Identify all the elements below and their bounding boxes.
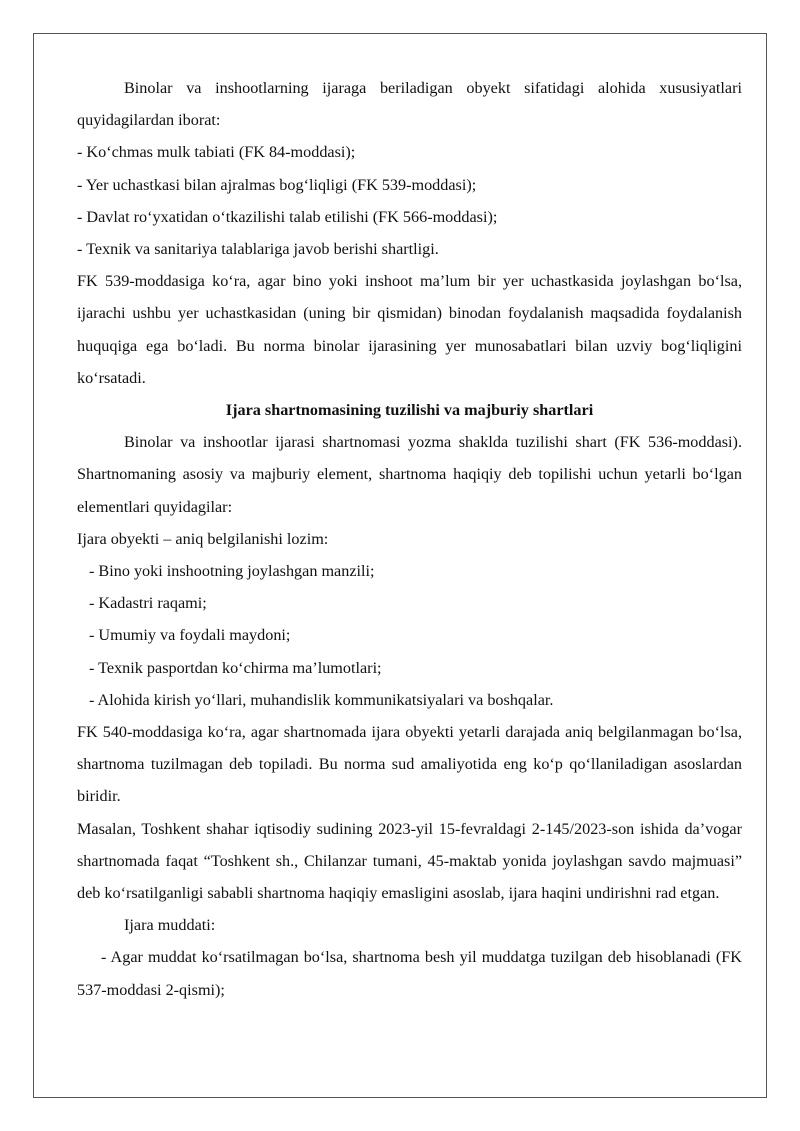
term-title: Ijara muddati:	[124, 916, 216, 935]
list-item: - Texnik va sanitariya talablariga javob berishi shartligi.	[77, 240, 439, 259]
example-paragraph: Masalan, Toshkent shahar iqtisodiy sudining 2023-yil 15-fevraldagi 2-145/2023-son ishida da’vogar shartnomada faqat “Toshkent sh., Chilanzar tumani, 45-maktab yonida joylashgan savdo majmuasi” deb ko‘rsatilganligi sababli shartnoma haqiqiy emasligini asoslab, ijara haqini undirishni rad etgan.	[77, 819, 742, 903]
object-list	[77, 555, 742, 716]
document-body	[77, 72, 742, 1006]
form-paragraph: Binolar va inshootlar ijarasi shartnomasi yozma shaklda tuzilishi shart (FK 536-moddasi). Shartnomaning asosiy va majburiy element, shartnoma haqiqiy deb topilishi uchun yetarli bo‘lgan elementlari quyidagilar:	[77, 433, 742, 516]
list-item: - Davlat ro‘yxatidan o‘tkazilishi talab etilishi (FK 566-moddasi);	[77, 207, 498, 226]
intro-paragraph: Binolar va inshootlarning ijaraga beriladigan obyekt sifatidagi alohida xususiyatlari quyidagilardan iborat:	[77, 79, 742, 130]
fk540-paragraph: FK 540-moddasiga ko‘ra, agar shartnomada ijara obyekti yetarli darajada aniq belgilanmagan bo‘lsa, shartnoma tuzilmagan deb topiladi. Bu norma sud amaliyotida eng ko‘p qo‘llaniladigan asoslardan biridir.	[77, 723, 742, 806]
list-item: - Bino yoki inshootning joylashgan manzili;	[89, 562, 375, 581]
list-item: - Ko‘chmas mulk tabiati (FK 84-moddasi);	[77, 143, 356, 162]
list-item: - Texnik pasportdan ko‘chirma ma’lumotlari;	[89, 658, 382, 677]
features-list	[77, 136, 742, 265]
list-item: - Alohida kirish yo‘llari, muhandislik kommunikatsiyalari va boshqalar.	[89, 690, 554, 709]
list-item: - Umumiy va foydali maydoni;	[89, 626, 291, 645]
object-title: Ijara obyekti – aniq belgilanishi lozim:	[77, 529, 329, 548]
list-item: - Kadastri raqami;	[89, 594, 207, 613]
list-item: - Yer uchastkasi bilan ajralmas bog‘liqligi (FK 539-moddasi);	[77, 175, 477, 194]
term-item: - Agar muddat ko‘rsatilmagan bo‘lsa, shartnoma besh yil muddatga tuzilgan deb hisoblanadi (FK 537-moddasi 2-qismi);	[77, 948, 742, 999]
fk539-paragraph: FK 539-moddasiga ko‘ra, agar bino yoki inshoot ma’lum bir yer uchastkasida joylashgan bo‘lsa, ijarachi ushbu yer uchastkasidan (uning bir qismidan) binodan foydalanish maqsadida foydalanish huquqiga ega bo‘ladi. Bu norma binolar ijarasining yer munosabatlari bilan uzviy bog‘liqligini ko‘rsatadi.	[77, 272, 742, 387]
section-heading: Ijara shartnomasining tuzilishi va majburiy shartlari	[225, 401, 594, 420]
